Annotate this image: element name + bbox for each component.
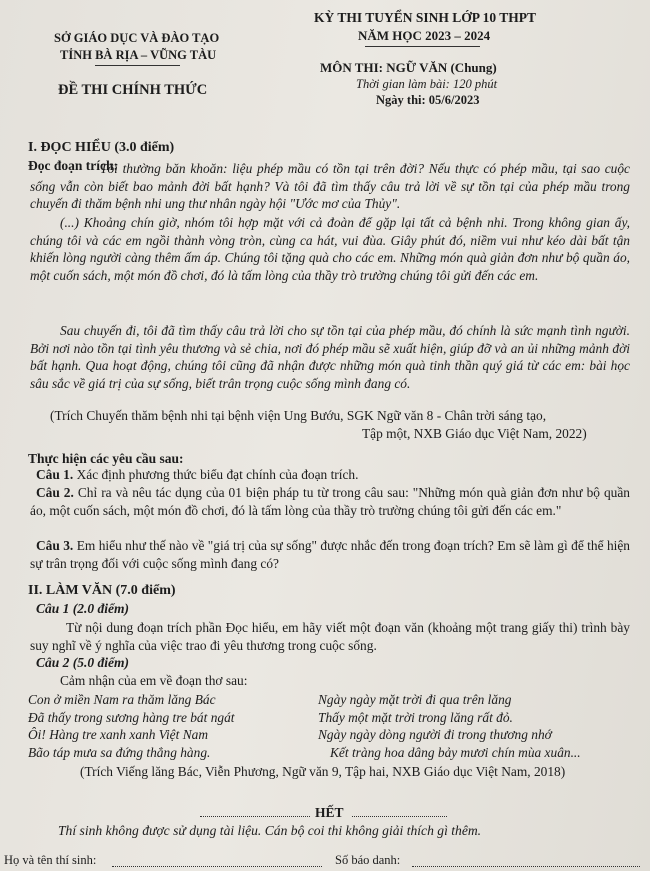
poem-right-line: Kết tràng hoa dâng bảy mươi chín mùa xuân... <box>330 744 581 760</box>
q3-text: Em hiểu như thế nào về "giá trị của sự sống" được nhắc đến trong đoạn trích? Em sẽ làm gì để thể hiện sự trân trọng đối với cuộc sống mình đang có? <box>30 538 630 571</box>
dept-line2: TỈNH BÀ RỊA – VŨNG TÀU <box>60 48 217 62</box>
dept-line1: SỞ GIÁO DỤC VÀ ĐÀO TẠO <box>54 31 220 45</box>
excerpt-paragraph-3: Sau chuyến đi, tôi đã tìm thấy câu trả lời cho sự tồn tại của phép mầu, đó chính là sức mạnh tình người. Bởi nơi nào tồn tại tình yêu thương và sẻ chia, nơi đó phép mầu sẽ xuất hiện, giúp đỡ và an ủi những mảnh đời bất hạnh. Qua hoạt động, chúng tôi cũng đã nhận được những món quà tinh thần quý giá từ các em: bài học sâu sắc về giá trị của sự sống, biết trân trọng cuộc sống mình đang có. <box>30 323 630 391</box>
excerpt-paragraph-2: (...) Khoảng chín giờ, nhóm tôi hợp mặt với cả đoàn để gặp lại tất cả bệnh nhi. Trong không gian ấy, chúng tôi và các em ngồi thành vòng tròn, cùng ca hát, vui đùa. Giây phút đó, niềm vui như kéo dài bất tận khiến lòng người càng thêm ấm áp. Chúng tôi tặng quà cho các em. Những món quà giản đơn như bộ quần áo, một cuốn sách, một món đồ chơi, đó là tấm lòng của thầy trò trường chúng tôi gửi đến các em. <box>30 215 630 283</box>
q1-label: Câu 1. <box>36 467 74 482</box>
part2-heading: II. LÀM VĂN (7.0 điểm) <box>28 583 176 598</box>
excerpt-paragraph-1: Tôi thường băn khoăn: liệu phép mầu có tồn tại trên đời? Nếu thực có phép mầu, tại sao cuộc sống vẫn còn biết bao mảnh đời bất hạnh? Và tôi đã tìm thấy câu trả lời về sự tồn tại của phép mầu trong chuyến đi thăm bệnh nhi ung thư nhân ngày hội "Ước mơ của Thủy". <box>30 161 630 212</box>
exam-title: KỲ THI TUYỂN SINH LỚP 10 THPT <box>314 10 537 25</box>
poem-right-line: Ngày ngày mặt trời đi qua trên lăng <box>318 692 512 707</box>
tasks-label: Thực hiện các yêu cầu sau: <box>28 451 184 466</box>
candidate-number-label: Số báo danh: <box>335 853 401 867</box>
part1-heading: I. ĐỌC HIỂU (3.0 điểm) <box>28 140 175 155</box>
part2-q1-label: Câu 1 (2.0 điểm) <box>36 601 129 616</box>
header-underline-right <box>365 46 480 47</box>
q2 <box>30 484 630 519</box>
q3 <box>30 537 630 572</box>
subject: MÔN THI: NGỮ VĂN (Chung) <box>320 60 497 75</box>
candidate-name-label: Họ và tên thí sinh: <box>4 853 97 867</box>
school-year: NĂM HỌC 2023 – 2024 <box>358 28 491 43</box>
end-marker: HẾT <box>315 805 344 820</box>
q2-text: Chỉ ra và nêu tác dụng của 01 biện pháp tu từ trong câu sau: "Những món quà giản đơn như bộ quần áo, một cuốn sách, một món đồ chơi, đó là tấm lòng của thầy trò trường chúng tôi gửi đến các em." <box>30 485 630 518</box>
footer-note: Thí sinh không được sử dụng tài liệu. Cán bộ coi thi không giải thích gì thêm. <box>58 823 482 838</box>
poem-left-line: Bão táp mưa sa đứng thẳng hàng. <box>28 744 211 760</box>
poem-left-line: Con ở miền Nam ra thăm lăng Bác <box>28 692 216 707</box>
q3-label: Câu 3. <box>36 538 74 553</box>
poem-left-line: Ôi! Hàng tre xanh xanh Việt Nam <box>28 727 208 743</box>
official-label: ĐỀ THI CHÍNH THỨC <box>58 82 208 98</box>
poem-left-column <box>28 691 235 761</box>
part2-q1-text: Từ nội dung đoạn trích phần Đọc hiểu, em hãy viết một đoạn văn (khoảng một trang giấy thi) trình bày suy nghĩ về ý nghĩa của việc trao đi yêu thương trong cuộc sống. <box>30 620 630 653</box>
candidate-number-field <box>412 866 640 867</box>
source-line-1: (Trích Chuyến thăm bệnh nhi tại bệnh viện Ung Bướu, SGK Ngữ văn 8 - Chân trời sáng tạo, <box>50 408 547 423</box>
header-underline-left <box>95 65 180 66</box>
candidate-name-field <box>112 866 322 867</box>
poem-left-line: Đã thấy trong sương hàng tre bát ngát <box>28 709 235 725</box>
poem-source: (Trích Viếng lăng Bác, Viễn Phương, Ngữ văn 9, Tập hai, NXB Giáo dục Việt Nam, 2018) <box>80 764 566 779</box>
duration: Thời gian làm bài: 120 phút <box>356 77 498 91</box>
source-line-2: Tập một, NXB Giáo dục Việt Nam, 2022) <box>362 426 587 441</box>
poem-right-line: Ngày ngày dòng người đi trong thương nhớ <box>318 727 552 743</box>
poem-right-line: Thấy một mặt trời trong lăng rất đỏ. <box>318 709 513 725</box>
excerpt-label: Đọc đoạn trích: <box>28 158 118 173</box>
q1 <box>36 467 358 483</box>
q1-text: Xác định phương thức biểu đạt chính của đoạn trích. <box>76 467 359 482</box>
q2-label: Câu 2. <box>36 485 74 500</box>
end-dots-right <box>352 816 447 817</box>
end-dots-left <box>200 816 310 817</box>
exam-date: Ngày thi: 05/6/2023 <box>376 93 480 107</box>
poem-right-column <box>318 691 581 761</box>
part2-q2-intro: Cảm nhận của em về đoạn thơ sau: <box>60 673 248 688</box>
part2-q2-label: Câu 2 (5.0 điểm) <box>36 655 129 670</box>
